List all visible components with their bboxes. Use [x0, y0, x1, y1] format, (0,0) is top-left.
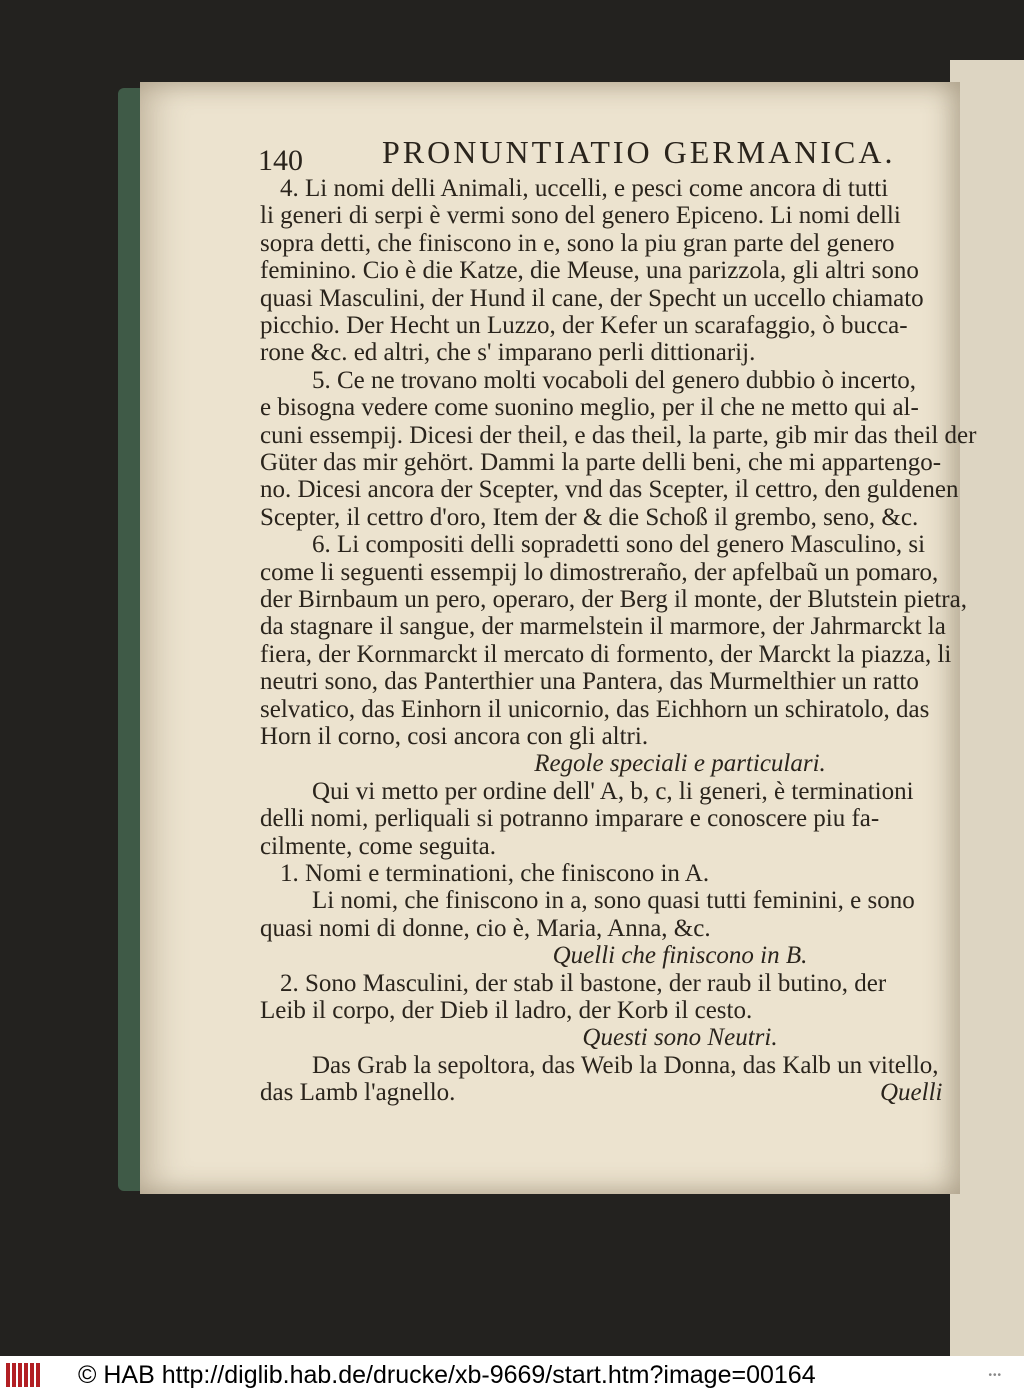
line-text: 2. Sono Masculini, der stab il bastone, der raub il butino, der: [280, 969, 887, 997]
text-line: [312, 530, 925, 560]
text-line: [260, 284, 924, 314]
text-line: [260, 558, 938, 588]
text-line: [260, 311, 908, 341]
line-text: Leib il corpo, der Dieb il ladro, der Korb il cesto.: [260, 997, 753, 1024]
line-text: cuni essempij. Dicesi der theil, e das theil, la parte, gib mir das theil der: [260, 421, 977, 449]
line-text: 4. Li nomi delli Animali, uccelli, e pesci come ancora di tutti: [280, 175, 889, 202]
italic-heading: Quelli: [880, 1079, 943, 1107]
text-line: [260, 667, 919, 697]
text-line: [260, 475, 958, 505]
text-line: [260, 585, 967, 615]
text-line: [260, 996, 752, 1026]
line-text: sopra detti, che finiscono in e, sono la piu gran parte del genero: [260, 229, 895, 257]
text-line: [260, 695, 929, 725]
text-line: [260, 832, 496, 862]
line-text: 6. Li compositi delli sopradetti sono del genero Masculino, si: [312, 531, 926, 559]
line-text: der Birnbaum un pero, operaro, der Berg il monte, der Blutstein pietra,: [260, 586, 967, 613]
line-text: das Lamb l'agnello.: [260, 1079, 456, 1107]
italic-heading: Regole speciali e particulari.: [534, 750, 826, 778]
italic-heading: Quelli che finiscono in B.: [552, 942, 808, 970]
text-line: [260, 503, 918, 533]
footer-bar: [0, 1356, 1024, 1394]
text-line: [260, 722, 648, 752]
text-line: [260, 1078, 943, 1108]
text-line: [470, 1023, 890, 1053]
line-text: Li nomi, che finiscono in a, sono quasi tutti feminini, e sono: [312, 887, 915, 915]
text-line: [260, 256, 919, 286]
italic-heading: Questi sono Neutri.: [582, 1024, 778, 1052]
dots-icon: •••: [988, 1370, 1002, 1381]
next-page-edge: [950, 60, 1024, 1356]
text-line: [312, 886, 915, 916]
text-line: [312, 777, 914, 807]
text-line: [260, 338, 755, 368]
line-text: delli nomi, perliquali si potranno imparare e conoscere piu fa-: [260, 805, 880, 833]
line-text: quasi Masculini, der Hund il cane, der Specht un uccello chiamato: [260, 284, 924, 312]
page-text: [140, 82, 977, 1194]
line-text: cilmente, come seguita.: [260, 832, 497, 860]
text-line: [260, 640, 951, 670]
line-text: no. Dicesi ancora der Scepter, vnd das Scepter, il cettro, den guldenen: [260, 476, 959, 504]
running-head: PRONUNTIATIO GERMANICA.: [382, 134, 896, 170]
line-text: fiera, der Kornmarckt il mercato di formento, der Marckt la piazza, li: [260, 640, 952, 668]
line-text: selvatico, das Einhorn il unicornio, das Eichhorn un schiratolo, das: [260, 695, 930, 723]
text-line: [260, 612, 946, 642]
text-line: [312, 366, 916, 396]
hab-logo-icon: [6, 1363, 40, 1387]
line-text: Scepter, il cettro d'oro, Item der & die Schoß il grembo, seno, &c.: [260, 503, 919, 531]
line-text: li generi di serpi è vermi sono del genero Epiceno. Li nomi delli: [260, 202, 901, 230]
line-text: rone &c. ed altri, che s' imparano perli dittionarij.: [260, 339, 756, 367]
text-line: [470, 749, 890, 779]
text-line: [470, 941, 890, 971]
line-text: e bisogna vedere come suonino meglio, per il che ne metto qui al-: [260, 394, 919, 422]
book-page: [140, 82, 977, 1194]
text-line: [280, 174, 888, 204]
text-line: [280, 969, 886, 999]
line-text: da stagnare il sangue, der marmelstein il marmore, der Jahrmarckt la: [260, 613, 946, 641]
text-line: [260, 804, 879, 834]
line-text: Das Grab la sepoltora, das Weib la Donna, das Kalb un vitello,: [312, 1051, 939, 1079]
line-text: feminino. Cio è die Katze, die Meuse, una parizzola, gli altri sono: [260, 257, 919, 285]
line-text: picchio. Der Hecht un Luzzo, der Kefer un scarafaggio, ò bucca-: [260, 312, 908, 339]
line-text: come li seguenti essempij lo dimostreraño, der apfelbaũ un pomaro,: [260, 558, 939, 586]
line-text: 5. Ce ne trovano molti vocaboli del genero dubbio ò incerto,: [312, 366, 917, 394]
page-number: 140: [258, 144, 303, 177]
line-text: quasi nomi di donne, cio è, Maria, Anna, &c.: [260, 914, 711, 942]
text-line: [280, 859, 709, 889]
text-line: [260, 914, 711, 944]
text-line: [260, 421, 976, 451]
line-text: 1. Nomi e terminationi, che finiscono in A.: [280, 860, 710, 887]
source-url[interactable]: © HAB http://diglib.hab.de/drucke/xb-9669/start.htm?image=00164: [78, 1360, 816, 1389]
line-text: Horn il corno, cosi ancora con gli altri.: [260, 723, 649, 750]
text-line: [260, 393, 919, 423]
line-text: Qui vi metto per ordine dell' A, b, c, li generi, è terminationi: [312, 777, 914, 805]
line-text: Güter das mir gehört. Dammi la parte delli beni, che mi appartengo-: [260, 449, 942, 476]
text-line: [260, 229, 895, 259]
text-line: [312, 1051, 939, 1081]
text-line: [260, 448, 941, 478]
line-text: neutri sono, das Panterthier una Pantera, das Murmelthier un ratto: [260, 668, 919, 696]
text-line: [260, 201, 901, 231]
